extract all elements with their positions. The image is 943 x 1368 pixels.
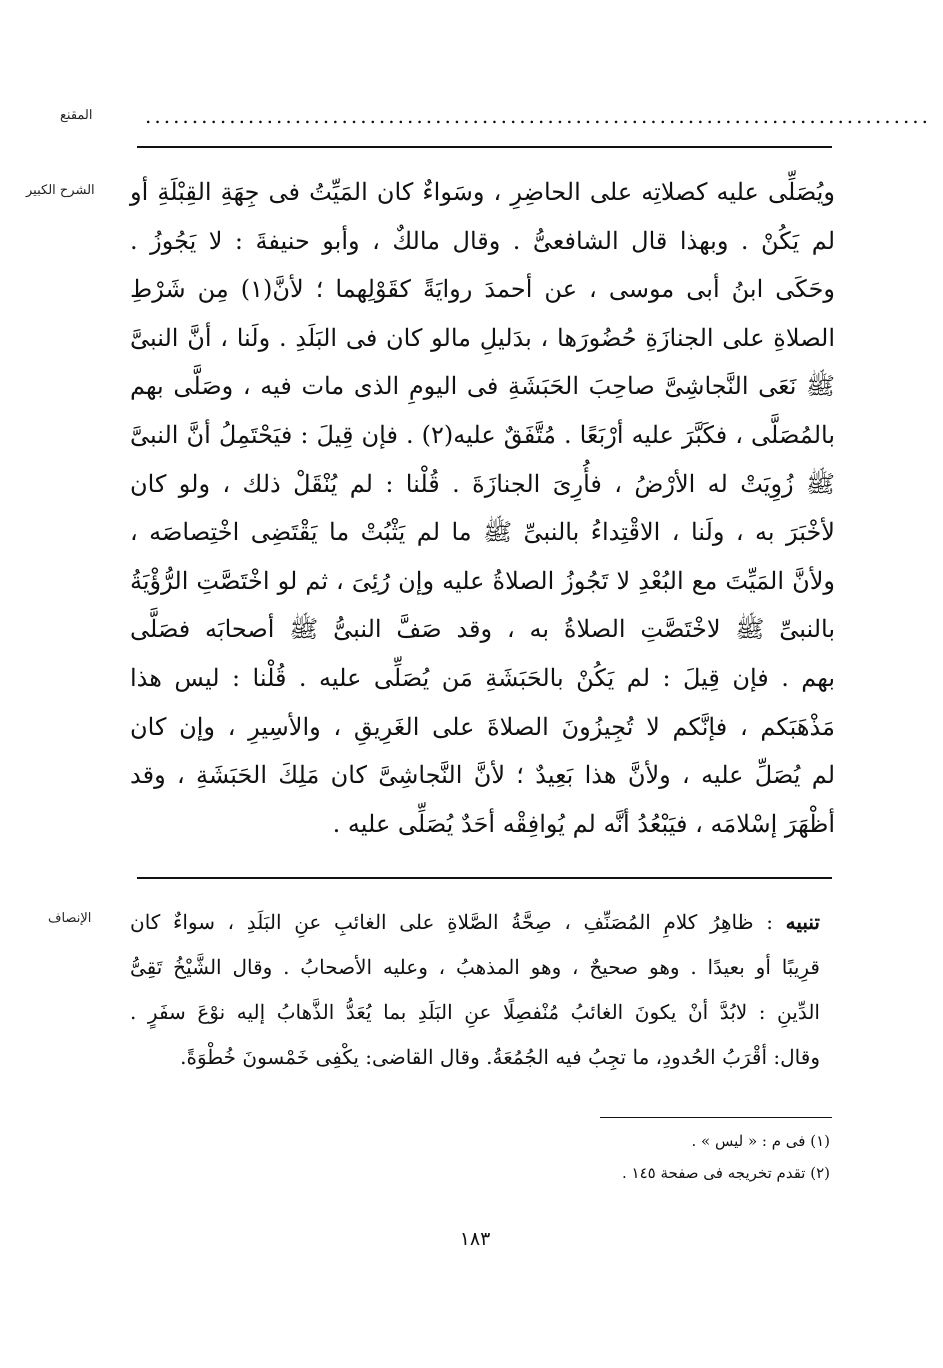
text-line: بهم . فإن قِيلَ : لم يَكُنْ بالحَبَشَةِ مَن يُصَلِّى عليه . قُلْنا : ليس هذا [130,663,835,692]
text-line: مَذْهَبَكم ، فإنَّكم لا تُجِيزُونَ الصلاةَ على الغَرِيقِ ، والأسِيرِ ، وإن كان [130,712,835,741]
text-line [130,900,820,945]
side-label-sharh: الشرح الكبير [26,183,95,198]
text-line: ويُصَلِّى عليه كصلاتِه على الحاضِرِ ، وسَواءٌ كان المَيِّتُ فى جِهَةِ القِبْلَةِ أو [130,178,835,206]
text-line-rest: : ظاهِرُ كلامِ المُصَنِّفِ ، صِحَّةُ الصَّلاةِ على الغائبِ عنِ البَلَدِ ، سواءٌ كان [130,910,786,934]
tanbih-heading: تنبيه [785,910,820,934]
footnotes [500,1125,830,1189]
text-line: أظْهَرَ إسْلامَه ، فيَبْعُدُ أنَّه لم يُوافِقْه أحَدٌ يُصَلِّى عليه . [332,809,835,838]
text-line: لم يُصَلِّ عليه ، ولأنَّ هذا بَعِيدٌ ؛ لأنَّ النَّجاشِىَّ كان مَلِكَ الحَبَشَةِ ، وقد [130,761,835,790]
side-label-insaf: الإنصاف [48,911,92,926]
text-line: الدِّينِ : لابُدَّ أنْ يكونَ الغائبُ مُنْفصِلًا عنِ البَلَدِ بما يُعَدُّ الذَّهابُ إليه نوْعَ سفَرٍ . [130,1000,820,1024]
text-line: وحَكَى ابنُ أبى موسى ، عن أحمدَ روايَةً كقَوْلِهما ؛ لأنَّ(١) مِن شَرْطِ [130,275,835,304]
text-line: وقال: أقْرَبُ الحُدودِ، ما تجِبُ فيه الجُمُعَةُ. وقال القاضى: يكْفِى خَمْسونَ خُطْوَةً. [180,1045,820,1069]
text-line: بالمُصَلَّى ، فكَبَّرَ عليه أرْبَعًا . مُتَّفَقٌ عليه(٢) . فإن قِيلَ : فيَحْتَمِلُ أنَّ النبىَّ [130,420,835,449]
main-text-block [130,168,835,848]
header-dotted-line: .................................................................................... [145,104,932,128]
insaf-text-block [130,900,820,1080]
footnote-rule [600,1117,832,1118]
page-number: ١٨٣ [459,1228,491,1250]
text-line: ﷺ زُوِيَتْ له الأرْضُ ، فأُرِىَ الجنازَةَ . قُلْنا : لم يُنْقَلْ ذلك ، ولو كان [130,469,835,498]
text-line: ولأنَّ المَيِّتَ مع البُعْدِ لا تَجُوزُ الصلاةُ عليه وإن رُئِىَ ، ثم لو اخْتَصَّتِ الرُّؤْيَةُ [130,566,835,595]
text-line: ﷺ نَعَى النَّجاشِىَّ صاحِبَ الحَبَشَةِ فى اليومِ الذى مات فيه ، وصَلَّى بهم [130,372,835,401]
running-header-title: المقنع [60,108,93,123]
header-rule [137,146,832,148]
text-line: لأخْبَرَ به ، ولَنا ، الاقْتِداءُ بالنبىِّ ﷺ ما لم يَثْبُتْ ما يَقْتَضِى اخْتِصاصَه ، [130,518,835,547]
section-divider [137,877,832,879]
footnote-2: (٢) تقدم تخريجه فى صفحة ١٤٥ . [621,1164,830,1182]
text-line: بالنبىِّ ﷺ لاخْتَصَّتِ الصلاةُ به ، وقد صَفَّ النبىُّ ﷺ أصحابَه فصَلَّى [130,615,835,644]
text-line: قرِيبًا أو بعيدًا . وهو صحيحٌ ، وهو المذهبُ ، وعليه الأصحابُ . وقال الشَّيْخُ تَقِىُّ [130,955,820,979]
text-line: الصلاةِ على الجنازَةِ حُضُورَها ، بدَليلِ مالو كان فى البَلَدِ . ولَنا ، أنَّ النبىَّ [130,323,835,352]
text-line: لم يَكُنْ . وبهذا قال الشافعىُّ . وقال مالكٌ ، وأبو حنيفةَ : لا يَجُوزُ . [130,226,835,255]
footnote-1: (١) فى م : « ليس » . [691,1132,830,1150]
